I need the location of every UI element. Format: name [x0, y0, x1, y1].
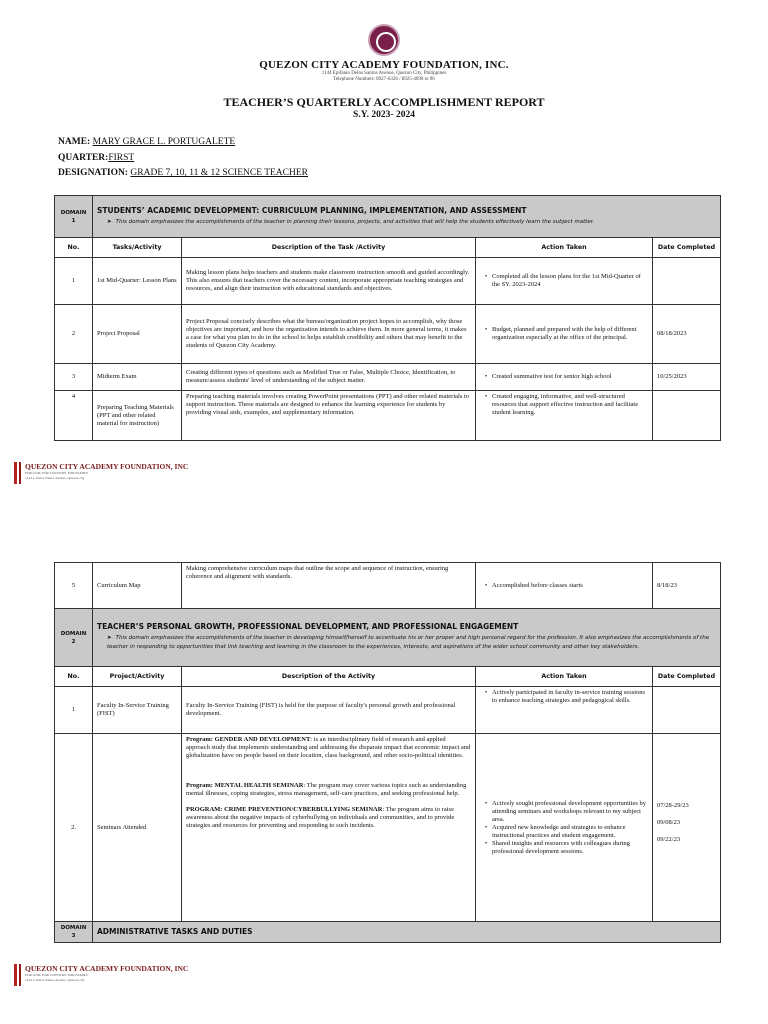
domain-description-text: This domain emphasizes the accomplishments of the teacher in planning their lessons, projects, and activities that will help the students effectively learn the subject matter. — [115, 218, 595, 225]
header-date: Date Completed — [653, 667, 721, 687]
designation-line — [58, 168, 308, 178]
row-no: 1 — [55, 687, 93, 734]
designation-label: DESIGNATION: — [58, 168, 129, 178]
row-description: Creating different types of questions such as Modified True or False, Multiple Choice, Identification, to measure/assess students' level of understanding of the subject matter. — [182, 364, 476, 391]
domain1-table — [54, 195, 721, 441]
bullet-icon: • — [484, 581, 488, 589]
action-text: Actively participated in faculty in-service training sessions to enhance teaching strategies and pedagogical skills. — [492, 689, 646, 704]
header-action: Action Taken — [476, 238, 653, 258]
action-text: Completed all the lesson plans for the 1st Mid-Quarter of the SY. 2023-2024 — [492, 273, 641, 288]
table-header-row — [55, 238, 721, 258]
header-description: Description of the Task /Activity — [182, 238, 476, 258]
row-no: 5 — [55, 563, 93, 609]
quarter-label: QUARTER: — [58, 153, 109, 163]
name-line — [58, 137, 235, 147]
action-text: Created summative test for senior high school — [492, 373, 612, 380]
row-task: Seminars Attended — [93, 734, 182, 922]
action-text: Actively sought professional development opportunities by attending seminars and workshops relevant to my subject area. — [492, 799, 646, 823]
table-row — [55, 734, 721, 922]
row-no: 4 — [55, 391, 93, 441]
table-row — [55, 687, 721, 734]
bullet-icon: • — [484, 273, 488, 280]
bullet-icon: • — [484, 799, 488, 807]
domain-heading — [93, 609, 721, 667]
phone-line: Telephone Numbers: 8927-6326 / 8925-4690 to 96 — [333, 77, 435, 82]
bullet-icon: • — [484, 689, 488, 696]
domain-title: TEACHER’S PERSONAL GROWTH, PROFESSIONAL DEVELOPMENT, AND PROFESSIONAL ENGAGEMENT — [97, 622, 519, 631]
row-no: 2. — [55, 734, 93, 922]
quarter-line — [58, 153, 134, 163]
header-no: No. — [55, 667, 93, 687]
domain-row — [55, 922, 721, 943]
footer-school-name: QUEZON CITY ACADEMY FOUNDATION, INC — [25, 462, 189, 471]
program-label: Program: GENDER AND DEVELOPMENT — [186, 736, 311, 743]
domain-description-text: This domain emphasizes the accomplishments of the teacher in developing himself/herself to accentuate his or her proper and high personal regard for the profession. It also emphasizes the accomplishments of the teacher in responding to opportunities that link teaching and learning in the classroom to the experiences, interests, and aspirations of the wider school community and other key stakeholders. — [107, 635, 710, 650]
row-action — [476, 563, 653, 609]
designation-value: GRADE 7, 10, 11 & 12 SCIENCE TEACHER — [130, 168, 309, 178]
footer-school-name: QUEZON CITY ACADEMY FOUNDATION, INC — [25, 964, 189, 973]
row-description — [182, 734, 476, 922]
header-task: Tasks/Activity — [93, 238, 182, 258]
row-description: Faculty In-Service Training (FIST) is held for the purpose of faculty's personal growth and professional development. — [182, 687, 476, 734]
arrow-icon: ➤ — [107, 635, 112, 641]
quarter-value: FIRST — [108, 153, 135, 163]
row-action — [476, 734, 653, 922]
row-no: 1 — [55, 258, 93, 305]
action-text: Shared insights and resources with colleagues during professional development sessions. — [492, 839, 630, 855]
domain-row — [55, 196, 721, 238]
footer-bar — [14, 462, 17, 484]
table-row — [55, 258, 721, 305]
domain-row — [55, 609, 721, 667]
program-mental-health — [186, 782, 471, 798]
footer-address: 1144 e. Delos Santos Avenue, Quezon city — [25, 476, 85, 480]
row-task: Project Proposal — [93, 305, 182, 364]
row-date: 08/18/2023 — [653, 305, 721, 364]
bullet-icon: • — [484, 326, 488, 333]
header-action: Action Taken — [476, 667, 653, 687]
row-task: Faculty In-Service Training (FIST) — [93, 687, 182, 734]
domain-label: DOMAIN 1 — [55, 196, 93, 238]
row-date — [653, 391, 721, 441]
list-item — [480, 800, 648, 824]
domain-heading — [93, 922, 721, 943]
row-action — [476, 258, 653, 305]
footer-bar — [14, 964, 17, 986]
row-description: Project Proposal concisely describes what the bureau/organization project hopes to accomplish, why those objectives are important, and how the organization intends to achieve them. In more general terms, it makes a case for what you plan to do in the school to helps establish credibility and others that may benefit to the students of Quezon City Academy. — [182, 305, 476, 364]
table-row — [55, 364, 721, 391]
domain-heading — [93, 196, 721, 238]
action-text: Created engaging, informative, and well-structured resources that support effective instruction and facilitate student learning. — [492, 393, 639, 416]
table-header-row — [55, 667, 721, 687]
program-text: : is an interdisciplinary field of research and applied approach study that implements understanding and addressing the disparate impact that economic impact and globalization have on people based on their location, class background, and other socio-political identities. — [186, 736, 471, 759]
row-dates — [653, 734, 721, 922]
domain2-table — [54, 562, 721, 943]
domain-label: DOMAIN 3 — [55, 922, 93, 943]
row-action — [476, 364, 653, 391]
program-label: Program: MENTAL HEALTH SEMINAR — [186, 782, 304, 789]
footer-motto: FOR GOD, FOR COUNTRY, FOR FAMILY — [25, 973, 89, 977]
row-task: Midterm Exam — [93, 364, 182, 391]
date-item: 07/28-29/23 — [657, 802, 689, 809]
bullet-icon: • — [484, 823, 488, 831]
header-task: Project/Activity — [93, 667, 182, 687]
bullet-icon: • — [484, 839, 488, 847]
arrow-icon: ➤ — [107, 218, 112, 225]
row-action — [476, 391, 653, 441]
school-name: QUEZON CITY ACADEMY FOUNDATION, INC. — [259, 59, 509, 71]
footer-bar-secondary — [19, 462, 21, 484]
action-text: Budget, planned and prepared with the help of different organization especially at the office of the principal. — [492, 326, 637, 341]
domain-title: ADMINISTRATIVE TASKS AND DUTIES — [97, 927, 253, 936]
domain-description — [97, 218, 716, 227]
program-text: : The program may cover various topics such as understanding mental illnesses, coping strategies, stress management, self-care practices, and seeking professional help. — [186, 782, 467, 797]
action-text: Acquired new knowledge and strategies to enhance instructional practices and student engagement. — [492, 823, 626, 839]
row-action — [476, 305, 653, 364]
table-row — [55, 391, 721, 441]
row-date: 8/18/23 — [653, 563, 721, 609]
row-description: Making lesson plans helps teachers and students make classroom instruction smooth and guided accordingly. This also ensures that teachers cover the necessary content, incorporate appropriate teaching strategies and resources, and align their instruction with educational standards and objectives. — [182, 258, 476, 305]
row-task: Curriculum Map — [93, 563, 182, 609]
bullet-icon: • — [484, 393, 488, 400]
row-action — [476, 687, 653, 734]
domain-label: DOMAIN 2 — [55, 609, 93, 667]
school-logo — [368, 24, 400, 56]
program-gender — [186, 736, 471, 760]
list-item — [480, 840, 648, 856]
row-task: Preparing Teaching Materials (PPT and other related material for instruction) — [93, 391, 182, 441]
table-row — [55, 305, 721, 364]
footer-bar-secondary — [19, 964, 21, 986]
name-label: NAME: — [58, 137, 91, 147]
footer-motto: FOR GOD, FOR COUNTRY, FOR FAMILY — [25, 471, 89, 475]
name-value: MARY GRACE L. PORTUGALETE — [92, 137, 236, 147]
row-task: 1st Mid-Quarter: Lesson Plans — [93, 258, 182, 305]
footer-sub — [25, 973, 88, 983]
row-no: 2 — [55, 305, 93, 364]
list-item — [480, 824, 648, 840]
row-date: 10/25/2023 — [653, 364, 721, 391]
domain-description — [97, 634, 716, 652]
footer-sub — [25, 471, 88, 481]
header-no: No. — [55, 238, 93, 258]
date-item: 09/08/23 — [657, 819, 681, 826]
program-label: PROGRAM: CRIME PREVENTION/CYBERBULLYING SEMINAR — [186, 806, 383, 813]
row-date — [653, 687, 721, 734]
report-title: TEACHER’S QUARTERLY ACCOMPLISHMENT REPORT — [223, 95, 545, 109]
bullet-icon: • — [484, 373, 488, 380]
table-row — [55, 563, 721, 609]
address-line: 1144 Epifanio Delos Santos Avenue, Quezon City, Philippines — [321, 71, 447, 76]
date-item: 09/22/23 — [657, 836, 681, 843]
program-crime-prevention — [186, 806, 471, 830]
domain-title: STUDENTS’ ACADEMIC DEVELOPMENT: CURRICULUM PLANNING, IMPLEMENTATION, AND ASSESSMENT — [97, 205, 527, 215]
row-date — [653, 258, 721, 305]
school-address — [0, 71, 768, 83]
header-date: Date Completed — [653, 238, 721, 258]
school-year: S.Y. 2023- 2024 — [353, 110, 415, 120]
row-description: Making comprehensive curriculum maps that outline the scope and sequence of instruction, ensuring coherence and alignment with standards. — [182, 563, 476, 609]
row-description: Preparing teaching materials involves creating PowerPoint presentations (PPT) and other related materials to support instruction. These materials are designed to enhance the learning experience for students by providing visual aids, examples, and supplementary information. — [182, 391, 476, 441]
row-no: 3 — [55, 364, 93, 391]
header-description: Description of the Activity — [182, 667, 476, 687]
footer-address: 1144 e. Delos Santos Avenue, Quezon city — [25, 978, 85, 982]
action-text: Accomplished before classes starts — [492, 581, 583, 589]
program-text: : The program aims to raise awareness about the negative impacts of cyberbullying on individuals and communities, and to provide strategies and resources for preventing and responding to such incidents. — [186, 806, 455, 829]
